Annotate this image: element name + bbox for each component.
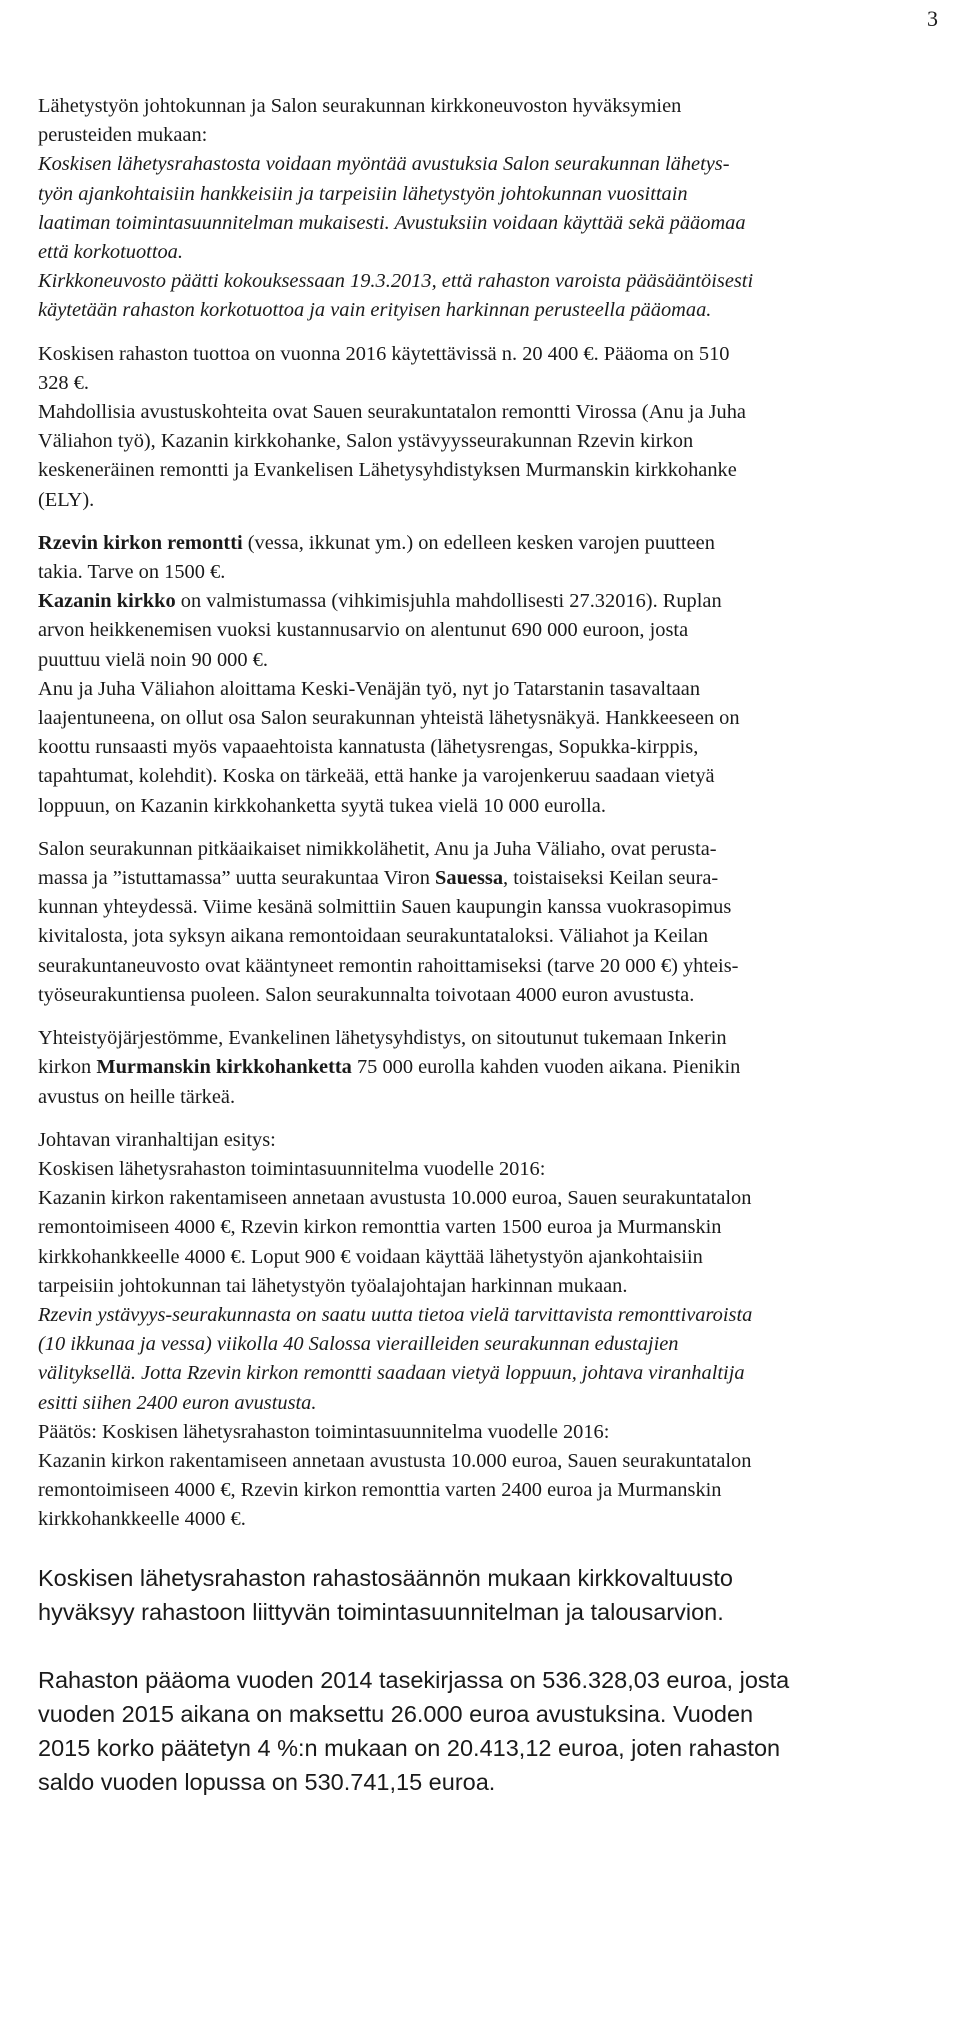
- text-line: [38, 587, 928, 616]
- text-line: että korkotuottoa.: [38, 241, 183, 264]
- fund-yield-paragraph: [38, 340, 928, 515]
- fund-rule-paragraph: [38, 1561, 928, 1629]
- yhteistyo-paragraph: [38, 1024, 928, 1112]
- fund-capital-paragraph: [38, 1663, 928, 1799]
- page-number: 3: [927, 6, 938, 31]
- text-line: kirkkohankkeelle 4000 €. Loput 900 € voidaan käyttää lähetystyön ajankohtaisiin: [38, 1245, 703, 1268]
- text-line: Kazanin kirkon rakentamiseen annetaan avustusta 10.000 euroa, Sauen seurakuntatalon: [38, 1449, 752, 1472]
- text-line: remontoimiseen 4000 €, Rzevin kirkon remonttia varten 2400 euroa ja Murmanskin: [38, 1479, 722, 1502]
- text-line: 328 €.: [38, 371, 89, 394]
- text-line: tapahtumat, kolehdit). Koska on tärkeää, että hanke ja varojenkeruu saadaan vietyä: [38, 765, 715, 788]
- text-run: , toistaiseksi Keilan seura-: [503, 867, 719, 890]
- kazan-paragraph: [38, 587, 928, 821]
- text-line: Koskisen lähetysrahaston rahastosäännön mukaan kirkkovaltuusto: [38, 1564, 733, 1591]
- bold-term: Kazanin kirkko: [38, 590, 176, 613]
- text-line: Yhteistyöjärjestömme, Evankelinen lähetysyhdistys, on sitoutunut tukemaan Inkerin: [38, 1027, 727, 1050]
- rules-paragraph: [38, 150, 928, 325]
- text-line: perusteiden mukaan:: [38, 124, 208, 147]
- text-run: on valmistumassa (vihkimisjuhla mahdollisesti 27.32016). Ruplan: [175, 590, 722, 613]
- text-line: laatiman toimintasuunnitelman mukaisesti. Avustuksiin voidaan käyttää sekä pääomaa: [38, 211, 746, 234]
- bold-term: Sauessa: [435, 867, 504, 890]
- text-line: vuoden 2015 aikana on maksettu 26.000 euroa avustuksina. Vuoden: [38, 1700, 754, 1727]
- bold-term: Rzevin kirkon remontti: [38, 531, 243, 554]
- text-line: kirkkohankkeelle 4000 €.: [38, 1508, 246, 1531]
- text-line: käytetään rahaston korkotuottoa ja vain erityisen harkinnan perusteella pääomaa.: [38, 299, 712, 322]
- text-line: Kirkkoneuvosto päätti kokouksessaan 19.3.2013, että rahaston varoista pääsääntöisesti: [38, 270, 754, 293]
- text-line: Päätös: Koskisen lähetysrahaston toimintasuunnitelma vuodelle 2016:: [38, 1420, 610, 1443]
- proposal-note: [38, 1301, 928, 1418]
- text-line: saldo vuoden lopussa on 530.741,15 euroa.: [38, 1768, 496, 1795]
- text-line: Koskisen lähetysrahastosta voidaan myöntää avustuksia Salon seurakunnan lähetys-: [38, 153, 730, 176]
- text-line: kivitalosta, jota syksyn aikana remontoidaan seurakuntataloksi. Väliahot ja Keilan: [38, 925, 709, 948]
- text-line: (ELY).: [38, 488, 95, 511]
- text-line: [38, 1053, 928, 1082]
- rzevin-paragraph: [38, 529, 928, 587]
- text-line: esitti siihen 2400 euron avustusta.: [38, 1391, 317, 1414]
- text-line: seurakuntaneuvosto ovat kääntyneet remontin rahoittamiseksi (tarve 20 000 €) yhteis-: [38, 954, 739, 977]
- text-run: massa ja ”istuttamassa” uutta seurakuntaa Viron: [38, 867, 436, 890]
- text-line: loppuun, on Kazanin kirkkohanketta syytä tukea vielä 10 000 eurolla.: [38, 794, 606, 817]
- text-run: kirkon: [38, 1056, 97, 1079]
- text-line: koottu runsaasti myös vapaaehtoista kannatusta (lähetysrengas, Sopukka-kirppis,: [38, 736, 699, 759]
- text-line: [38, 864, 928, 893]
- text-line: takia. Tarve on 1500 €.: [38, 561, 226, 584]
- text-line: Koskisen lähetysrahaston toimintasuunnitelma vuodelle 2016:: [38, 1157, 546, 1180]
- text-line: Koskisen rahaston tuottoa on vuonna 2016 käytettävissä n. 20 400 €. Pääoma on 510: [38, 342, 730, 365]
- intro-paragraph: [38, 92, 928, 150]
- text-line: avustus on heille tärkeä.: [38, 1085, 236, 1108]
- text-line: arvon heikkenemisen vuoksi kustannusarvio on alentunut 690 000 euroon, josta: [38, 619, 689, 642]
- text-line: (10 ikkunaa ja vessa) viikolla 40 Salossa vierailleiden seurakunnan edustajien: [38, 1333, 679, 1356]
- text-line: työn ajankohtaisiin hankkeisiin ja tarpeisiin lähetystyön johtokunnan vuosittain: [38, 182, 688, 205]
- text-line: työseurakuntiensa puoleen. Salon seurakunnalta toivotaan 4000 euron avustusta.: [38, 983, 695, 1006]
- text-line: Mahdollisia avustuskohteita ovat Sauen seurakuntatalon remontti Virossa (Anu ja Juha: [38, 401, 746, 424]
- text-line: Kazanin kirkon rakentamiseen annetaan avustusta 10.000 euroa, Sauen seurakuntatalon: [38, 1187, 752, 1210]
- text-run: (vessa, ikkunat ym.) on edelleen kesken varojen puutteen: [242, 531, 715, 554]
- proposal-paragraph: [38, 1126, 928, 1301]
- text-line: Johtavan viranhaltijan esitys:: [38, 1128, 276, 1151]
- text-line: Rahaston pääoma vuoden 2014 tasekirjassa on 536.328,03 euroa, josta: [38, 1666, 790, 1693]
- text-line: Väliahon työ), Kazanin kirkkohanke, Salon ystävyysseurakunnan Rzevin kirkon: [38, 430, 694, 453]
- text-line: Salon seurakunnan pitkäaikaiset nimikkolähetit, Anu ja Juha Väliaho, ovat perusta-: [38, 837, 717, 860]
- text-line: laajentuneena, on ollut osa Salon seurakunnan yhteistä lähetysnäkyä. Hankkeeseen on: [38, 707, 740, 730]
- text-line: remontoimiseen 4000 €, Rzevin kirkon remonttia varten 1500 euroa ja Murmanskin: [38, 1216, 722, 1239]
- bold-term: Murmanskin kirkkohanketta: [96, 1056, 352, 1079]
- text-line: tarpeisiin johtokunnan tai lähetystyön työalajohtajan harkinnan mukaan.: [38, 1274, 628, 1297]
- text-line: Lähetystyön johtokunnan ja Salon seurakunnan kirkkoneuvoston hyväksymien: [38, 95, 682, 117]
- text-line: keskeneräinen remontti ja Evankelisen Lähetysyhdistyksen Murmanskin kirkkohanke: [38, 459, 737, 482]
- text-line: kunnan yhteydessä. Viime kesänä solmittiin Sauen kaupungin kanssa vuokrasopimus: [38, 896, 732, 919]
- text-run: 75 000 eurolla kahden vuoden aikana. Pienikin: [351, 1056, 741, 1079]
- text-line: välityksellä. Jotta Rzevin kirkon remontti saadaan vietyä loppuun, johtava viranhaltija: [38, 1362, 745, 1385]
- salo-paragraph: [38, 835, 928, 1010]
- text-line: Rzevin ystävyys-seurakunnasta on saatu uutta tietoa vielä tarvittavista remonttivaroista: [38, 1303, 753, 1326]
- text-line: puuttuu vielä noin 90 000 €.: [38, 648, 268, 671]
- text-line: Anu ja Juha Väliahon aloittama Keski-Venäjän työ, nyt jo Tatarstanin tasavaltaan: [38, 677, 701, 700]
- document-body: [38, 92, 928, 1799]
- text-line: 2015 korko päätetyn 4 %:n mukaan on 20.413,12 euroa, joten rahaston: [38, 1734, 781, 1761]
- text-line: [38, 529, 928, 558]
- text-line: hyväksyy rahastoon liittyvän toimintasuunnitelman ja talousarvion.: [38, 1598, 724, 1625]
- decision-paragraph: [38, 1418, 928, 1535]
